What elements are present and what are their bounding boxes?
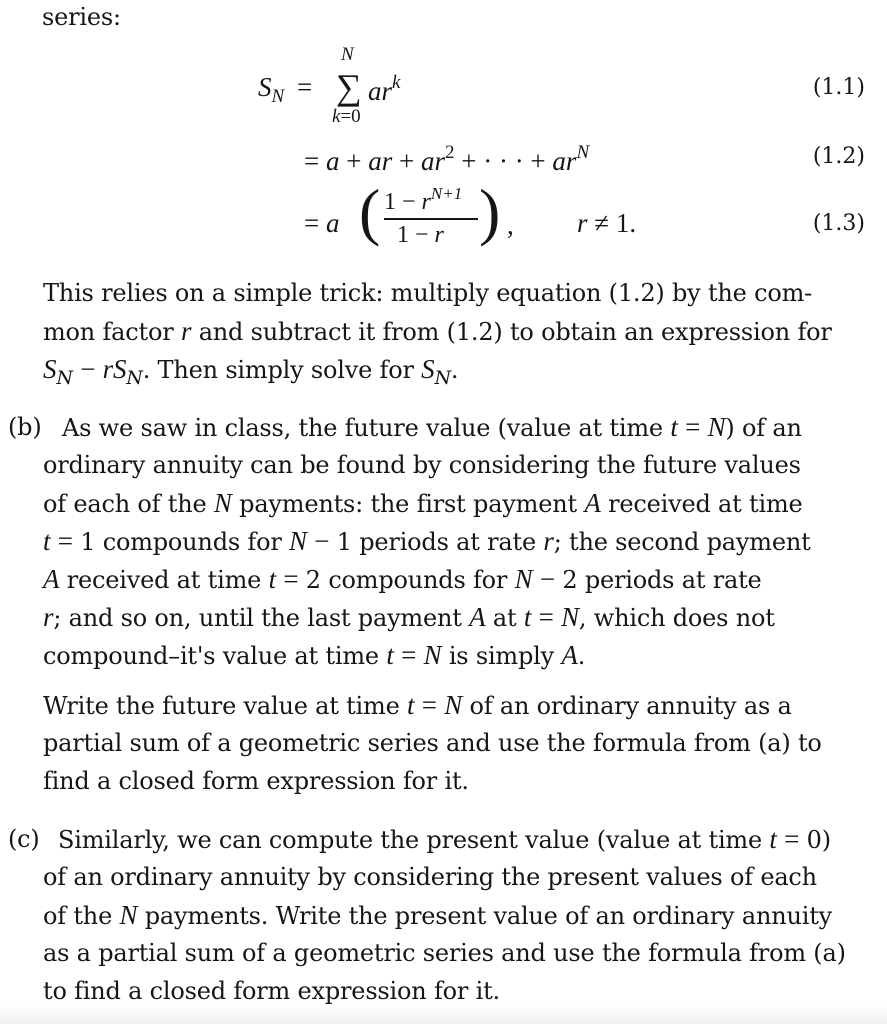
part-c-label: (c)	[8, 825, 40, 853]
equation-number-1-3: (1.3)	[812, 211, 865, 236]
document-page: series: $S_N$ = N ∑ k=0 $ar^k$ (1.1) = a + ar + $ar^2$ + · · · + $ar^N$ (1.2) = a ( $1 - r^{N+1}$ 1 − r ) , r ≠ 1. (1.3) This relies on a simple trick: multiply equation (1.2) by the com- mon factor r and subtract it from (1.2) to obtain an expression for $S_N - rS_N$. Then simply solve for $S_N$. (b) As we saw in class, the future value (value at time t = N) of an ordinary annuity can be found by considering the future values of each of the N payments: the first payment A received at time t = 1 compounds for N − 1 periods at rate r; the second payment A received at time t = 2 compounds for N − 2 periods at rate r; and so on, until the last payment A at t = N, which does not compound–it's value at time t = N is simply A. Write the future value at time t = N of an ordinary annuity as a partial sum of a geometric series and use the formula from (a) to find a closed form expression for it. (c) Similarly, we can compute the present value (value at time t = 0) of an ordinary annuity by considering the present values of each of the N payments. Write the present value of an ordinary annuity as a partial sum of a geometric series and use the formula from (a) to find a closed form expression for it.	[0, 0, 887, 1024]
equation-number-1-2: (1.2)	[812, 144, 865, 169]
page-bottom-edge	[0, 1006, 887, 1024]
part-b-label: (b)	[8, 413, 42, 441]
intro-word: series:	[42, 3, 121, 31]
equation-number-1-1: (1.1)	[812, 75, 865, 100]
